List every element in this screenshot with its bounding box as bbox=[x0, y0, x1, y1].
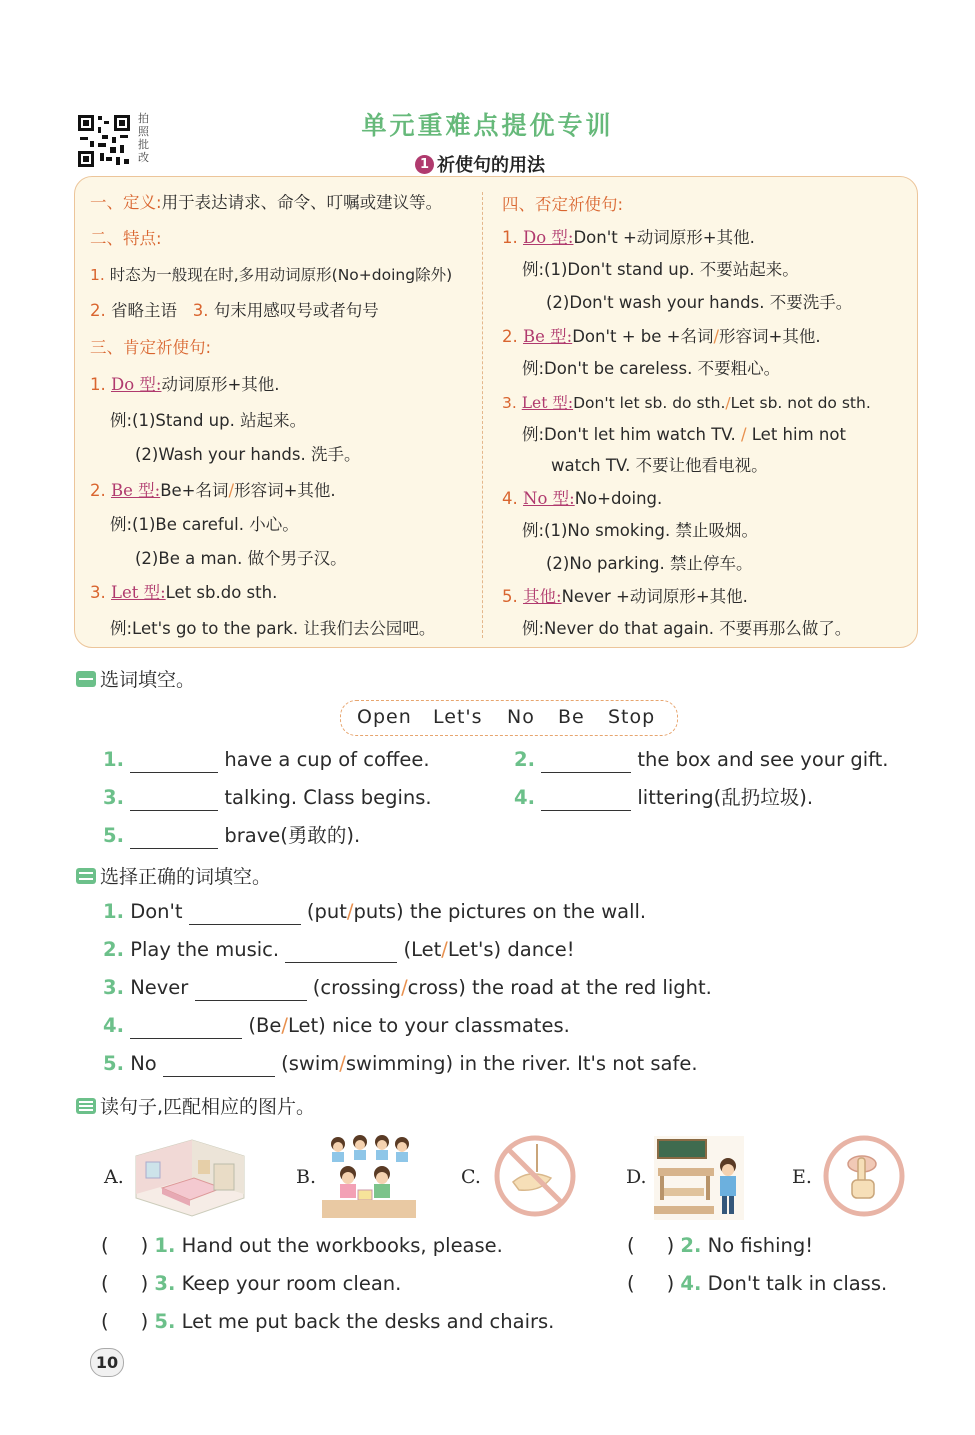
features-heading: 二、特点: bbox=[90, 229, 162, 248]
answer-blank[interactable] bbox=[109, 1239, 141, 1259]
positive-example-1a: 例:(1)Stand up. 站起来。 bbox=[110, 411, 307, 430]
positive-rule-2: 2. Be 型:Be+名词/形容词+其他. bbox=[90, 481, 336, 500]
picture-label-d: D. bbox=[626, 1166, 647, 1188]
positive-example-2b: (2)Be a man. 做个男子汉。 bbox=[135, 549, 347, 568]
answer-blank[interactable] bbox=[130, 790, 218, 811]
definition-line: 一、定义:用于表达请求、命令、叮嘱或建议等。 bbox=[90, 193, 443, 212]
negative-example-4a: 例:(1)No smoking. 禁止吸烟。 bbox=[522, 521, 758, 540]
feature-2-3: 2. 省略主语 3. 句末用感叹号或者句号 bbox=[90, 301, 379, 320]
page-number: 10 bbox=[90, 1348, 124, 1377]
grammar-box-divider bbox=[482, 192, 483, 638]
positive-rule-1: 1. Do 型:动词原形+其他. bbox=[90, 375, 280, 394]
word-bank-word: No bbox=[507, 706, 535, 728]
ex1-question-2: 2. the box and see your gift. bbox=[514, 748, 889, 771]
word-bank-word: Be bbox=[558, 706, 585, 728]
desks-picture bbox=[654, 1136, 744, 1220]
negative-example-3a: 例:Don't let him watch TV. / Let him not bbox=[522, 425, 846, 444]
negative-example-1a: 例:(1)Don't stand up. 不要站起来。 bbox=[522, 260, 799, 279]
exercise-3-icon bbox=[76, 1098, 96, 1114]
picture-label-b: B. bbox=[296, 1166, 317, 1188]
negative-example-4b: (2)No parking. 禁止停车。 bbox=[546, 554, 753, 573]
answer-blank[interactable] bbox=[635, 1239, 667, 1259]
exercise-1-title: 选词填空。 bbox=[76, 665, 195, 692]
positive-example-2a: 例:(1)Be careful. 小心。 bbox=[110, 515, 299, 534]
negative-rule-4: 4. No 型:No+doing. bbox=[502, 489, 663, 508]
section-number-badge: 1 bbox=[415, 155, 434, 174]
ex2-question-1: 1. Don't (put/puts) the pictures on the wall. bbox=[103, 900, 647, 923]
negative-rule-3: 3. Let 型:Don't let sb. do sth./Let sb. not do sth. bbox=[502, 394, 871, 412]
section-title-text: 祈使句的用法 bbox=[437, 155, 545, 176]
ex1-question-4: 4. littering(乱扔垃圾). bbox=[514, 786, 814, 809]
picture-label-a: A. bbox=[104, 1166, 124, 1188]
answer-blank[interactable] bbox=[189, 904, 301, 925]
negative-example-5: 例:Never do that again. 不要再那么做了。 bbox=[522, 619, 852, 638]
exercise-2-title: 选择正确的词填空。 bbox=[76, 862, 271, 889]
picture-label-c: C. bbox=[461, 1166, 481, 1188]
negative-example-3b: watch TV. 不要让他看电视。 bbox=[551, 456, 768, 475]
ex3-question-5: ( ) 5. Let me put back the desks and chairs. bbox=[101, 1310, 555, 1333]
negative-rule-1: 1. Do 型:Don't +动词原形+其他. bbox=[502, 228, 755, 247]
ex2-question-5: 5. No (swim/swimming) in the river. It's not safe. bbox=[103, 1052, 698, 1075]
exercise-1-icon bbox=[76, 671, 96, 687]
ex3-question-3: ( ) 3. Keep your room clean. bbox=[101, 1272, 402, 1295]
exercise-3-title: 读句子,匹配相应的图片。 bbox=[76, 1092, 315, 1119]
exercise-2-icon bbox=[76, 868, 96, 884]
positive-rule-3: 3. Let 型:Let sb.do sth. bbox=[90, 583, 278, 602]
answer-blank[interactable] bbox=[109, 1277, 141, 1297]
ex2-question-4: 4. (Be/Let) nice to your classmates. bbox=[103, 1014, 570, 1037]
no-fishing-sign bbox=[493, 1134, 577, 1218]
positive-example-3: 例:Let's go to the park. 让我们去公园吧。 bbox=[110, 619, 436, 638]
answer-blank[interactable] bbox=[635, 1277, 667, 1297]
answer-blank[interactable] bbox=[285, 942, 397, 963]
ex2-question-3: 3. Never (crossing/cross) the road at the red light. bbox=[103, 976, 712, 999]
negative-example-2: 例:Don't be careless. 不要粗心。 bbox=[522, 359, 781, 378]
ex1-question-1: 1. have a cup of coffee. bbox=[103, 748, 430, 771]
answer-blank[interactable] bbox=[130, 828, 218, 849]
word-bank-word: Stop bbox=[608, 706, 656, 728]
answer-blank[interactable] bbox=[541, 752, 631, 773]
negative-example-1b: (2)Don't wash your hands. 不要洗手。 bbox=[546, 293, 853, 312]
positive-heading: 三、肯定祈使句: bbox=[90, 338, 212, 357]
section-title bbox=[415, 151, 545, 177]
answer-blank[interactable] bbox=[130, 752, 218, 773]
positive-example-1b: (2)Wash your hands. 洗手。 bbox=[135, 445, 361, 464]
quiet-sign bbox=[822, 1134, 906, 1218]
classroom-picture bbox=[322, 1134, 416, 1218]
ex3-question-1: ( ) 1. Hand out the workbooks, please. bbox=[101, 1234, 503, 1257]
page-title: 单元重难点提优专训 bbox=[361, 111, 614, 140]
bedroom-picture bbox=[132, 1138, 248, 1218]
word-bank-word: Open bbox=[357, 706, 412, 728]
qr-label: 拍照批改 bbox=[138, 112, 149, 164]
answer-blank[interactable] bbox=[109, 1315, 141, 1335]
ex1-question-3: 3. talking. Class begins. bbox=[103, 786, 432, 809]
ex3-question-2: ( ) 2. No fishing! bbox=[627, 1234, 814, 1257]
negative-heading: 四、否定祈使句: bbox=[502, 195, 624, 214]
answer-blank[interactable] bbox=[195, 980, 307, 1001]
negative-rule-5: 5. 其他:Never +动词原形+其他. bbox=[502, 587, 748, 606]
answer-blank[interactable] bbox=[541, 790, 631, 811]
feature-1: 1. 时态为一般现在时,多用动词原形(No+doing除外) bbox=[90, 266, 453, 284]
answer-blank[interactable] bbox=[163, 1056, 275, 1077]
negative-rule-2: 2. Be 型:Don't + be +名词/形容词+其他. bbox=[502, 327, 821, 346]
ex3-question-4: ( ) 4. Don't talk in class. bbox=[627, 1272, 888, 1295]
word-bank-word: Let's bbox=[433, 706, 483, 728]
ex2-question-2: 2. Play the music. (Let/Let's) dance! bbox=[103, 938, 575, 961]
ex1-question-5: 5. brave(勇敢的). bbox=[103, 824, 361, 847]
answer-blank[interactable] bbox=[130, 1018, 242, 1039]
word-bank bbox=[340, 700, 678, 736]
picture-label-e: E. bbox=[792, 1166, 812, 1188]
